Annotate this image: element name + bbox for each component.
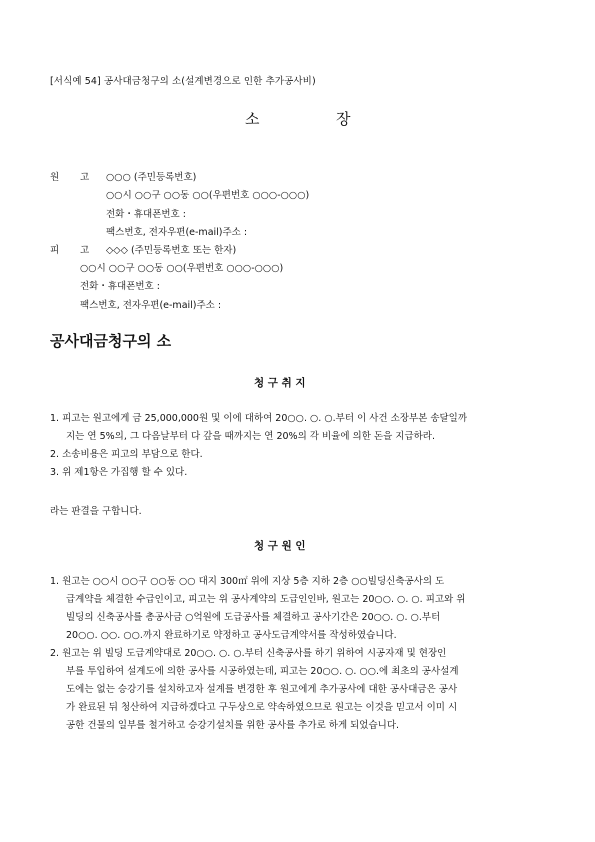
claim-purpose-item — [50, 410, 467, 482]
item-line: 원고는 위 빌딩 도급계약대로 20○○. ○. ○.부터 신축공사를 하기 위하여 시공자재 및 현장인 — [62, 648, 447, 659]
item-number: 1. — [50, 413, 60, 424]
item-line: 공한 건물의 일부를 철거하고 승강기설치를 위한 공사를 추가로 하게 되었습니다. — [66, 720, 400, 731]
item-line: 피고는 원고에게 금 25,000,000원 및 이에 대하여 20○○. ○. ○.부터 이 사건 소장부본 송달일까 — [62, 413, 468, 424]
defendant-fax-email: 팩스번호, 전자우편(e-mail)주소 : — [80, 300, 222, 311]
plaintiff-role-b: 고 — [80, 172, 90, 183]
item-line: 지는 연 5%의, 그 다음날부터 다 갚을 때까지는 연 20%의 각 비율에 의한 돈을 지급하라. — [66, 431, 435, 442]
plaintiff-phone: 전화・휴대폰번호 : — [106, 209, 186, 220]
item-number: 3. — [50, 467, 60, 478]
item-line: 부를 투입하여 설계도에 의한 공사를 시공하였는데, 피고는 20○○. ○. ○○.에 최초의 공사설계 — [66, 666, 459, 677]
claim-purpose-heading: 청 구 취 지 — [254, 377, 306, 389]
item-line: 빌딩의 신축공사를 총공사금 ○억원에 도급공사를 체결하고 공사기간은 20○○. ○. ○.부터 — [66, 612, 441, 623]
item-line: 도에는 없는 승강기를 설치하고자 설계를 변경한 후 원고에게 추가공사에 대한 공사대금은 공사 — [66, 684, 458, 695]
item-number: 2. — [50, 449, 60, 460]
claim-cause-heading: 청 구 원 인 — [254, 540, 306, 552]
item-line: 원고는 ○○시 ○○구 ○○동 ○○ 대지 300㎡ 위에 지상 5층 지하 2층 ○○빌딩신축공사의 도 — [62, 576, 445, 587]
judgment-request: 라는 판결을 구합니다. — [50, 506, 142, 517]
defendant-role-b: 고 — [80, 245, 90, 256]
item-number: 1. — [50, 576, 60, 587]
defendant-role-a: 피 — [50, 245, 60, 256]
defendant-phone: 전화・휴대폰번호 : — [80, 281, 160, 292]
plaintiff-name: ○○○ (주민등록번호) — [106, 172, 197, 183]
plaintiff-address: ○○시 ○○구 ○○동 ○○(우편번호 ○○○-○○○) — [106, 190, 310, 201]
case-title: 공사대금청구의 소 — [50, 332, 172, 350]
item-number: 2. — [50, 648, 60, 659]
defendant-name: ◇◇◇ (주민등록번호 또는 한자) — [106, 245, 237, 256]
doc-title-left: 소 — [245, 110, 260, 128]
form-label: [서식예 54] 공사대금청구의 소(설계변경으로 인한 추가공사비) — [50, 76, 316, 87]
item-line: 가 완료된 뒤 청산하여 지급하겠다고 구두상으로 약속하였으므로 원고는 이것을 믿고서 이미 시 — [66, 702, 458, 713]
plaintiff-fax-email: 팩스번호, 전자우편(e-mail)주소 : — [106, 227, 248, 238]
item-line: 급계약을 체결한 수급인이고, 피고는 위 공사계약의 도급인인바, 원고는 20○○. ○. ○. 피고와 위 — [66, 594, 466, 605]
item-line: 20○○. ○○. ○○.까지 완료하기로 약정하고 공사도급계약서를 작성하였습니다. — [66, 630, 397, 641]
doc-title-right: 장 — [336, 110, 351, 128]
item-line: 위 제1항은 가집행 할 수 있다. — [62, 467, 188, 478]
claim-cause-item — [50, 573, 465, 735]
defendant-address: ○○시 ○○구 ○○동 ○○(우편번호 ○○○-○○○) — [80, 263, 284, 274]
plaintiff-role-a: 원 — [50, 172, 60, 183]
item-line: 소송비용은 피고의 부담으로 한다. — [62, 449, 203, 460]
